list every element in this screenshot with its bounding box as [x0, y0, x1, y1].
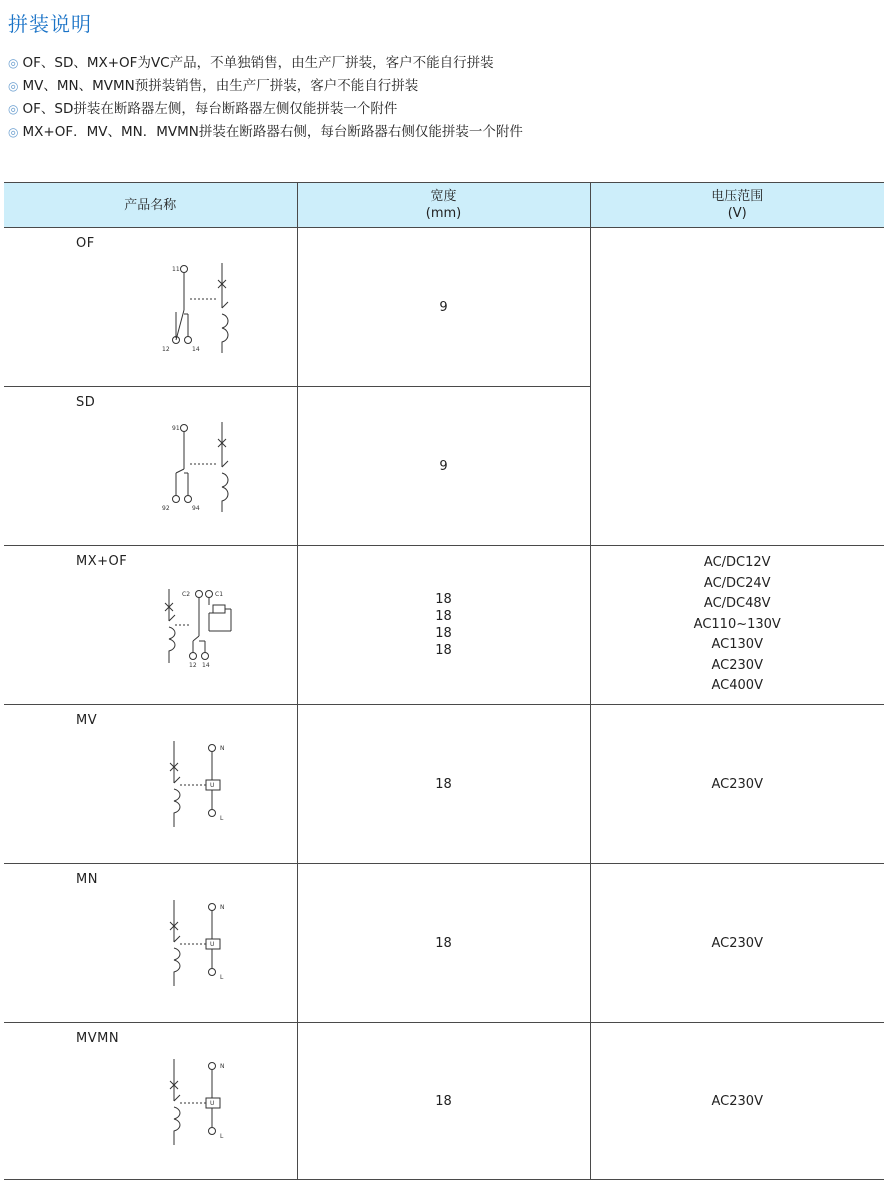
- table-row: [4, 705, 884, 864]
- terminal-label: N: [220, 904, 225, 911]
- width-cell: [297, 387, 590, 546]
- accessory-table: [4, 182, 884, 1180]
- table-row: [4, 546, 884, 705]
- voltage-value: AC230V: [711, 935, 763, 951]
- page-title: 拼装说明: [8, 12, 92, 36]
- voltage-cell-empty: [590, 228, 884, 546]
- product-name: MVMN: [76, 1031, 120, 1046]
- width-value: 18: [435, 643, 452, 658]
- product-name: SD: [76, 395, 96, 410]
- width-cell: [297, 1023, 590, 1180]
- product-cell: [4, 546, 297, 705]
- bullet-icon: ◎: [8, 56, 19, 70]
- mv-wiring-diagram-icon: [144, 735, 244, 835]
- width-value-list: [298, 591, 590, 659]
- width-cell: [297, 864, 590, 1023]
- header-width-unit: (mm): [425, 206, 462, 221]
- product-cell: [4, 864, 297, 1023]
- product-name: MV: [76, 713, 98, 728]
- terminal-label: 11: [172, 266, 180, 273]
- sd-wiring-diagram-icon: [154, 417, 254, 517]
- voltage-cell: [590, 705, 884, 864]
- terminal-label: L: [220, 1133, 224, 1140]
- note-text: MX+OF．MV、MN．MVMN拼装在断路器右侧，每台断路器右侧仅能拼装一个附件: [22, 124, 523, 140]
- terminal-label: N: [220, 1063, 225, 1070]
- width-value: 18: [435, 776, 452, 792]
- product-name: OF: [76, 236, 95, 251]
- terminal-label: 92: [162, 505, 170, 512]
- note-item: [8, 121, 523, 144]
- note-item: [8, 98, 523, 121]
- width-value: 18: [435, 609, 452, 624]
- voltage-value: AC/DC24V: [703, 575, 771, 591]
- note-text: OF、SD拼装在断路器左侧，每台断路器左侧仅能拼装一个附件: [22, 101, 398, 117]
- terminal-label: U: [210, 782, 215, 789]
- voltage-value: AC230V: [711, 1093, 763, 1109]
- note-item: [8, 52, 523, 75]
- header-width: [297, 183, 590, 228]
- terminal-label: N: [220, 745, 225, 752]
- voltage-value: AC230V: [711, 657, 763, 673]
- product-cell: [4, 705, 297, 864]
- width-value: 18: [435, 592, 452, 607]
- mx-of-wiring-diagram-icon: [149, 581, 249, 681]
- note-text: MV、MN、MVMN预拼装销售，由生产厂拼装，客户不能自行拼装: [22, 78, 419, 94]
- width-value: 18: [435, 935, 452, 951]
- table-row: [4, 1023, 884, 1180]
- terminal-label: L: [220, 974, 224, 981]
- product-name: MX+OF: [76, 554, 128, 569]
- terminal-label: C2: [182, 591, 191, 598]
- width-cell: [297, 546, 590, 705]
- width-value: 18: [435, 626, 452, 641]
- header-product-name: 产品名称: [4, 183, 297, 228]
- voltage-value: AC400V: [711, 678, 763, 694]
- mvmn-wiring-diagram-icon: [144, 1053, 244, 1153]
- bullet-icon: ◎: [8, 125, 19, 139]
- product-cell: [4, 228, 297, 387]
- width-value: 9: [439, 299, 448, 315]
- table-row: [4, 864, 884, 1023]
- voltage-value: AC230V: [711, 776, 763, 792]
- width-cell: [297, 228, 590, 387]
- terminal-label: 12: [162, 346, 170, 353]
- terminal-label: 94: [192, 505, 200, 512]
- width-cell: [297, 705, 590, 864]
- of-wiring-diagram-icon: [154, 258, 254, 358]
- terminal-label: U: [210, 1100, 215, 1107]
- voltage-value: AC/DC48V: [703, 596, 771, 612]
- width-value: 18: [435, 1093, 452, 1109]
- bullet-icon: ◎: [8, 79, 19, 93]
- table-header-row: [4, 183, 884, 228]
- voltage-value: AC130V: [711, 637, 763, 653]
- terminal-label: C1: [215, 591, 224, 598]
- voltage-value: AC/DC12V: [703, 555, 771, 571]
- voltage-cell: [590, 864, 884, 1023]
- note-text: OF、SD、MX+OF为VC产品，不单独销售，由生产厂拼装，客户不能自行拼装: [22, 55, 494, 71]
- product-name: MN: [76, 872, 98, 887]
- header-voltage: [590, 183, 884, 228]
- terminal-label: 12: [189, 662, 197, 669]
- bullet-icon: ◎: [8, 102, 19, 116]
- terminal-label: 91: [172, 425, 180, 432]
- terminal-label: 14: [202, 662, 210, 669]
- voltage-cell: [590, 546, 884, 705]
- terminal-label: 14: [192, 346, 200, 353]
- width-value: 9: [439, 458, 448, 474]
- mn-wiring-diagram-icon: [144, 894, 244, 994]
- terminal-label: U: [210, 941, 215, 948]
- table-row: [4, 228, 884, 387]
- voltage-value-list: [591, 553, 885, 697]
- header-width-label: 宽度: [430, 189, 457, 204]
- terminal-label: L: [220, 815, 224, 822]
- voltage-value: AC110~130V: [693, 616, 781, 632]
- product-cell: [4, 1023, 297, 1180]
- header-voltage-unit: (V): [727, 206, 747, 221]
- note-item: [8, 75, 523, 98]
- voltage-cell: [590, 1023, 884, 1180]
- product-cell: [4, 387, 297, 546]
- assembly-notes: [8, 52, 523, 144]
- header-voltage-label: 电压范围: [711, 189, 764, 204]
